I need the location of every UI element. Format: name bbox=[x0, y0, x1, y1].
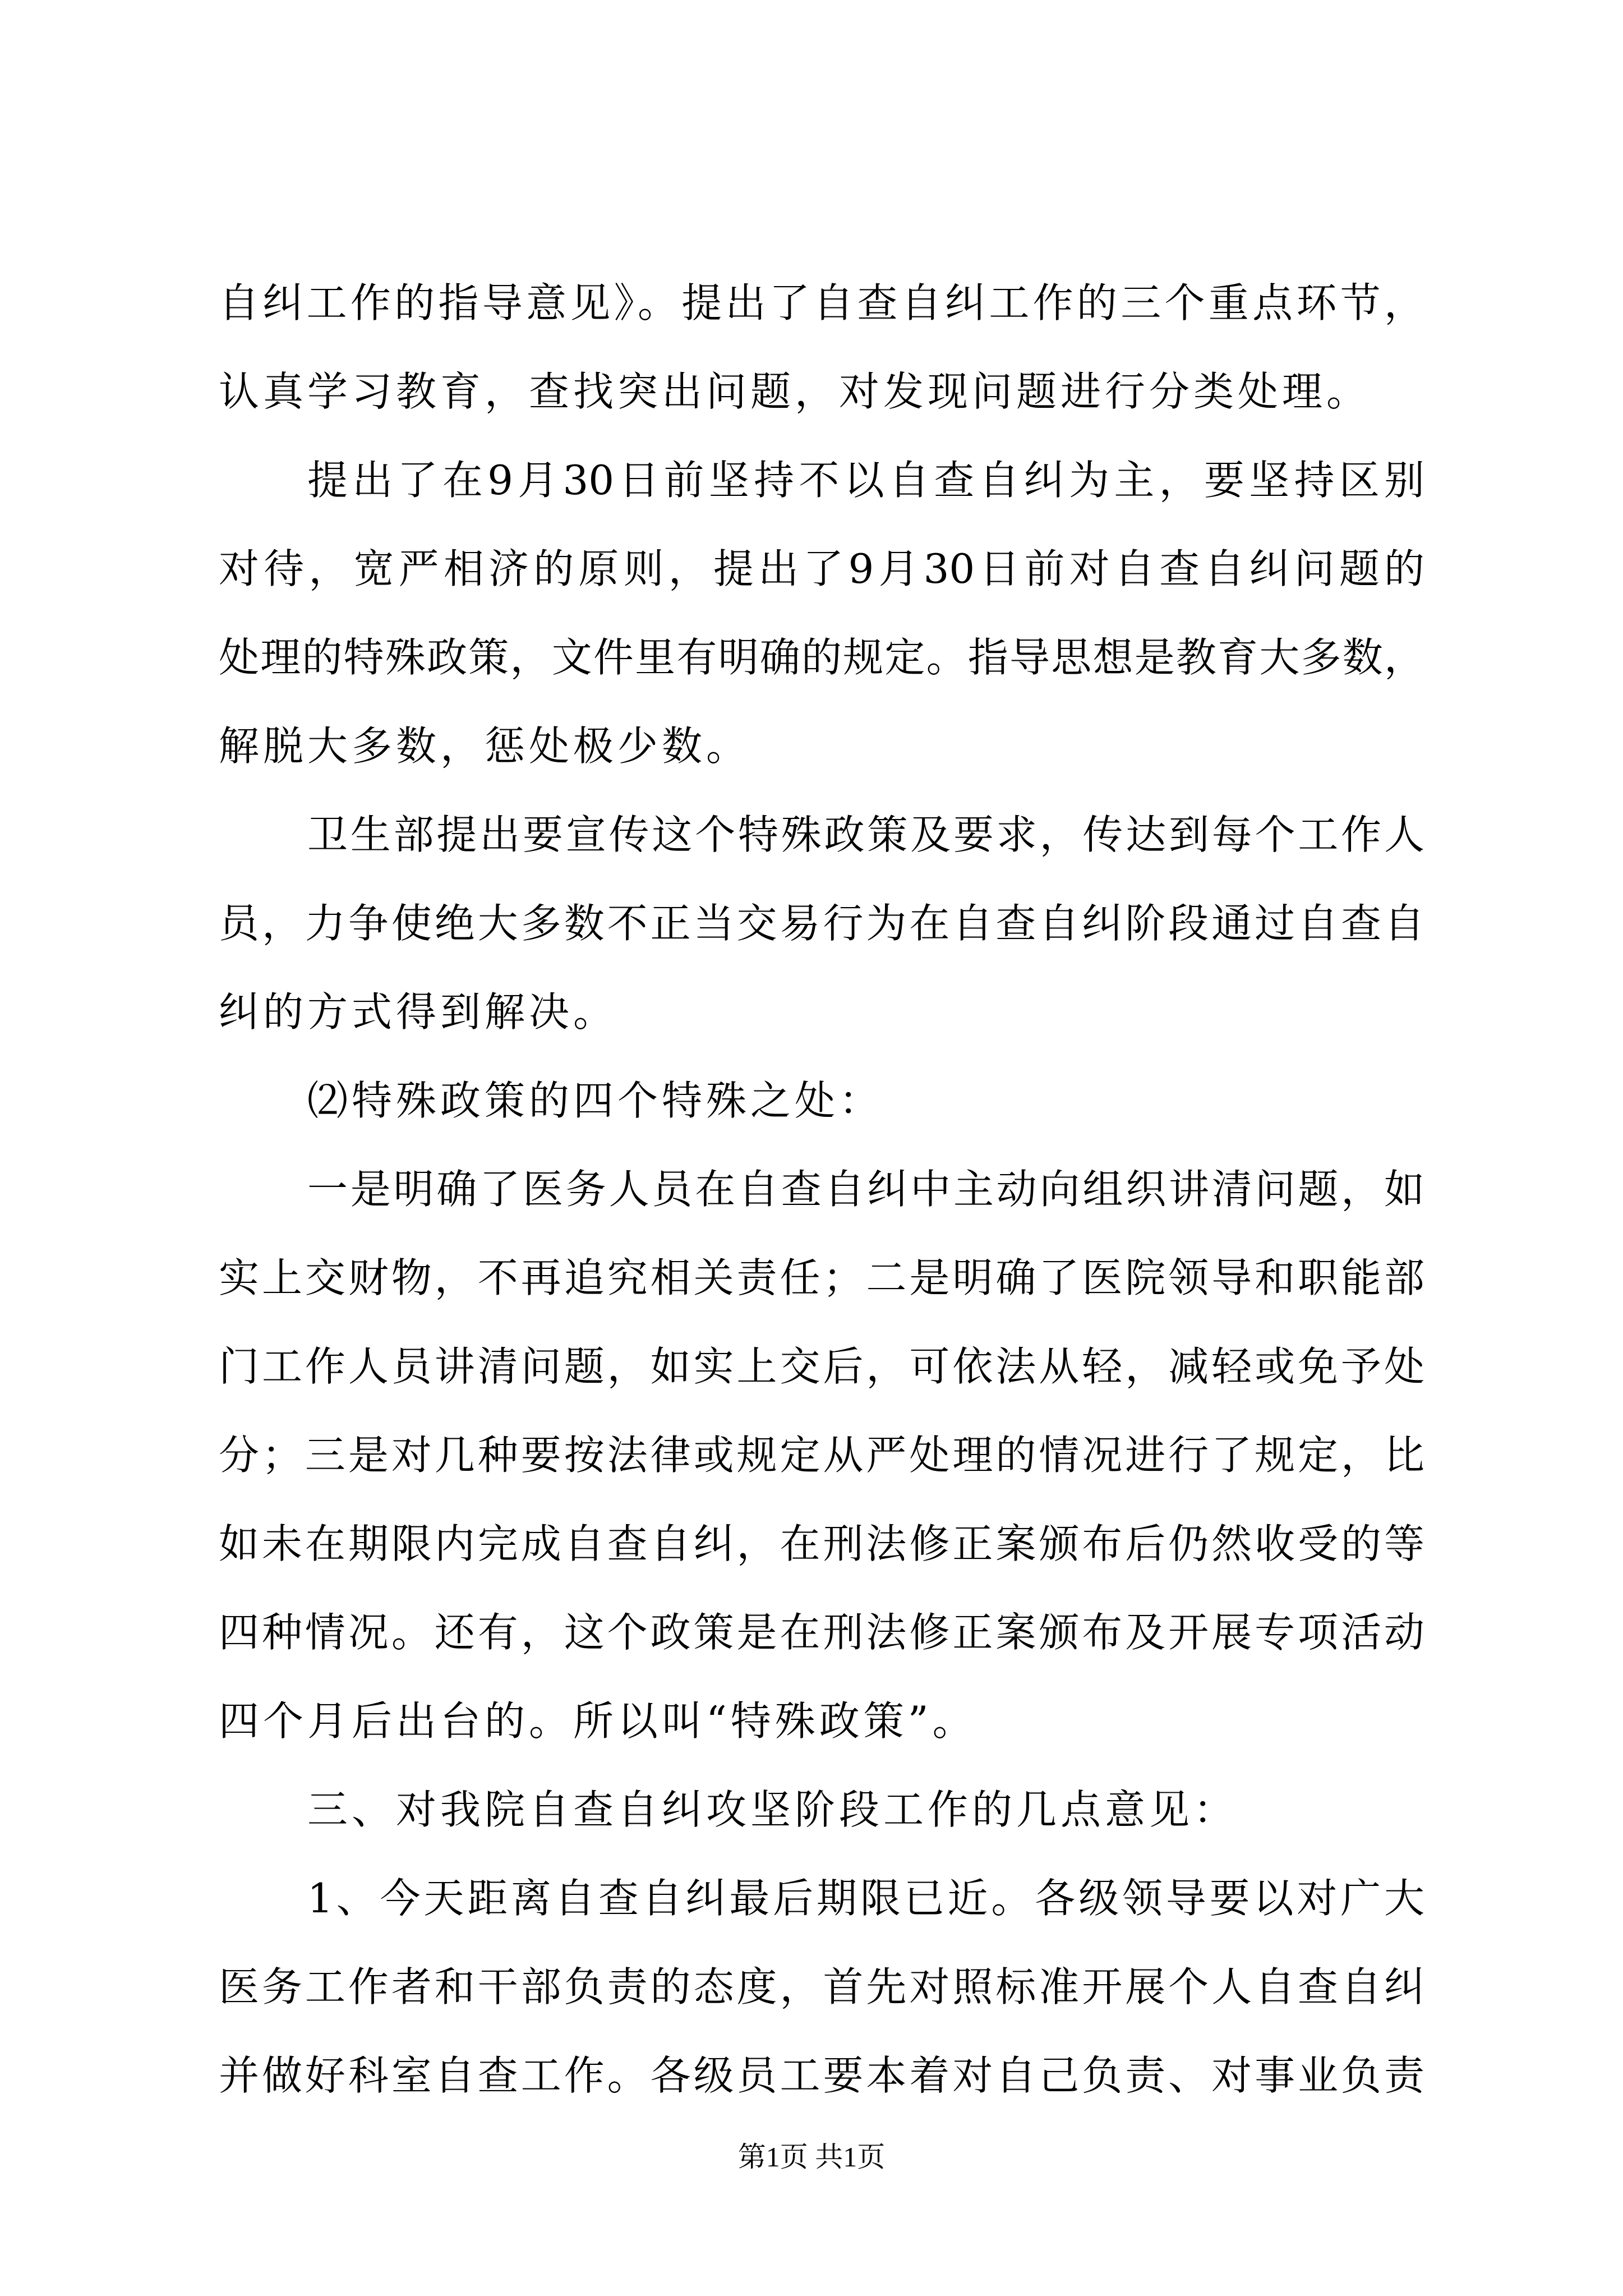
text-line: 一是明确了医务人员在自查自纠中主动向组织讲清问题，如 bbox=[307, 1166, 1424, 1213]
text-line: 如未在期限内完成自查自纠，在刑法修正案颁布后仍然收受的等 bbox=[219, 1520, 1424, 1567]
text-line: 纠的方式得到解决。 bbox=[219, 988, 618, 1036]
text-line: 提出了在9月30日前坚持不以自查自纠为主，要坚持区别 bbox=[307, 457, 1424, 504]
text-line: ⑵特殊政策的四个特殊之处： bbox=[307, 1077, 884, 1124]
text-line: 四个月后出台的。所以叫“特殊政策”。 bbox=[219, 1697, 977, 1745]
text-line: 对待，宽严相济的原则，提出了9月30日前对自查自纠问题的 bbox=[219, 545, 1424, 592]
text-line: 并做好科室自查工作。各级员工要本着对自己负责、对事业负责 bbox=[219, 2052, 1424, 2099]
text-line: 三、对我院自查自纠攻坚阶段工作的几点意见： bbox=[307, 1786, 1238, 1833]
text-line: 分；三是对几种要按法律或规定从严处理的情况进行了规定，比 bbox=[219, 1432, 1424, 1479]
page-footer: 第1页 共1页 bbox=[737, 2141, 886, 2173]
text-line: 员，力争使绝大多数不正当交易行为在自查自纠阶段通过自查自 bbox=[219, 900, 1424, 947]
text-line: 1、今天距离自查自纠最后期限已近。各级领导要以对广大 bbox=[307, 1875, 1424, 1922]
text-line: 解脱大多数，惩处极少数。 bbox=[219, 723, 751, 770]
text-line: 实上交财物，不再追究相关责任；二是明确了医院领导和职能部 bbox=[219, 1254, 1424, 1301]
text-line: 医务工作者和干部负责的态度，首先对照标准开展个人自查自纠 bbox=[219, 1963, 1424, 2010]
text-line: 处理的特殊政策，文件里有明确的规定。指导思想是教育大多数， bbox=[219, 634, 1424, 681]
text-line: 自纠工作的指导意见》。提出了自查自纠工作的三个重点环节， bbox=[219, 279, 1424, 326]
text-line: 卫生部提出要宣传这个特殊政策及要求，传达到每个工作人 bbox=[307, 811, 1424, 858]
text-line: 门工作人员讲清问题，如实上交后，可依法从轻，减轻或免予处 bbox=[219, 1343, 1424, 1390]
text-line: 认真学习教育，查找突出问题，对发现问题进行分类处理。 bbox=[219, 368, 1371, 415]
text-line: 四种情况。还有，这个政策是在刑法修正案颁布及开展专项活动 bbox=[219, 1609, 1424, 1656]
